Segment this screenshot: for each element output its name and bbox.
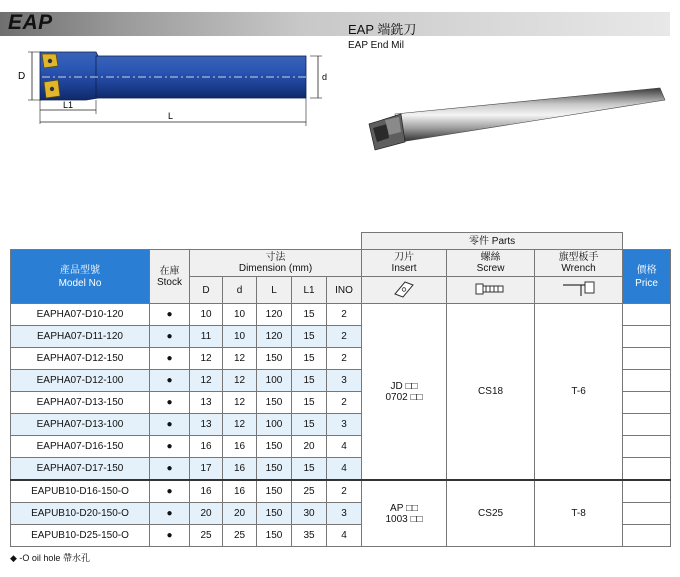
insert-header <box>362 250 447 277</box>
d-shank-cell: 20 <box>223 503 257 525</box>
l1-cell: 15 <box>292 348 327 370</box>
d-shank-cell: 25 <box>223 525 257 547</box>
model-cell: EAPUB10-D16-150-O <box>11 480 150 503</box>
model-cell: EAPHA07-D13-100 <box>11 414 150 436</box>
screw-group-cell: CS18 <box>447 304 535 481</box>
table-row <box>11 480 671 503</box>
ino-cell: 2 <box>327 480 362 503</box>
length-cell: 100 <box>257 370 292 392</box>
label-L: L <box>168 111 174 121</box>
l1-cell: 20 <box>292 436 327 458</box>
d-shank-cell: 16 <box>223 436 257 458</box>
col-L-header: L <box>257 277 292 304</box>
price-cell <box>623 436 671 458</box>
stock-header-zh: 在庫 <box>159 265 180 277</box>
d-outer-cell: 25 <box>190 525 223 547</box>
ino-cell: 3 <box>327 503 362 525</box>
wrench-header-zh: 旗型板手 <box>558 252 599 263</box>
screw-group-cell: CS25 <box>447 480 535 547</box>
model-cell: EAPHA07-D13-150 <box>11 392 150 414</box>
d-outer-cell: 13 <box>190 392 223 414</box>
stock-header-en: Stock <box>156 276 182 288</box>
insert-code-line1: AP □□ <box>390 502 419 514</box>
ino-cell: 2 <box>327 304 362 326</box>
price-cell <box>623 525 671 547</box>
wrench-header <box>535 250 623 277</box>
length-cell: 150 <box>257 348 292 370</box>
screw-header-en: Screw <box>476 263 505 274</box>
screw-icon <box>447 277 535 304</box>
d-shank-cell: 12 <box>223 370 257 392</box>
model-header-en: Model No <box>58 277 102 289</box>
model-cell: EAPHA07-D11-120 <box>11 326 150 348</box>
model-header <box>11 250 150 304</box>
product-photo <box>355 80 670 160</box>
l1-cell: 15 <box>292 458 327 481</box>
model-cell: EAPHA07-D17-150 <box>11 458 150 481</box>
screw-header-zh: 螺絲 <box>480 252 501 263</box>
l1-cell: 15 <box>292 304 327 326</box>
d-outer-cell: 10 <box>190 304 223 326</box>
d-shank-cell: 12 <box>223 348 257 370</box>
screw-header <box>447 250 535 277</box>
d-shank-cell: 12 <box>223 392 257 414</box>
wrench-icon <box>535 277 623 304</box>
d-shank-cell: 10 <box>223 304 257 326</box>
insert-group-cell <box>362 304 447 481</box>
wrench-group-cell: T-8 <box>535 480 623 547</box>
technical-drawing <box>8 42 333 134</box>
label-D: D <box>18 71 26 82</box>
model-cell: EAPHA07-D12-100 <box>11 370 150 392</box>
dimension-header-en: Dimension (mm) <box>238 263 313 274</box>
l1-cell: 15 <box>292 392 327 414</box>
price-header <box>623 250 671 304</box>
price-cell <box>623 348 671 370</box>
length-cell: 150 <box>257 525 292 547</box>
stock-cell: ● <box>150 370 190 392</box>
price-cell <box>623 392 671 414</box>
model-cell: EAPUB10-D25-150-O <box>11 525 150 547</box>
insert-code-line2: 1003 □□ <box>385 513 423 525</box>
col-L1-header: L1 <box>292 277 327 304</box>
d-shank-cell: 16 <box>223 480 257 503</box>
ino-cell: 2 <box>327 326 362 348</box>
price-cell <box>623 414 671 436</box>
insert-code-line2: 0702 □□ <box>385 391 423 403</box>
d-outer-cell: 17 <box>190 458 223 481</box>
length-cell: 120 <box>257 304 292 326</box>
length-cell: 150 <box>257 392 292 414</box>
stock-cell: ● <box>150 326 190 348</box>
price-cell <box>623 304 671 326</box>
wrench-group-cell: T-6 <box>535 304 623 481</box>
stock-cell: ● <box>150 458 190 481</box>
col-d-header: d <box>223 277 257 304</box>
label-d: d <box>322 72 328 82</box>
wrench-header-en: Wrench <box>561 263 596 274</box>
ino-cell: 3 <box>327 414 362 436</box>
stock-cell: ● <box>150 348 190 370</box>
product-name-zh: EAP 端銑刀 <box>348 22 417 37</box>
d-outer-cell: 11 <box>190 326 223 348</box>
length-cell: 150 <box>257 503 292 525</box>
product-name-en: EAP End Mil <box>348 40 404 51</box>
price-cell <box>623 326 671 348</box>
length-cell: 150 <box>257 458 292 481</box>
d-shank-cell: 12 <box>223 414 257 436</box>
insert-header-zh: 刀片 <box>394 252 415 263</box>
length-cell: 150 <box>257 480 292 503</box>
d-outer-cell: 12 <box>190 370 223 392</box>
stock-cell: ● <box>150 525 190 547</box>
stock-cell: ● <box>150 480 190 503</box>
insert-header-en: Insert <box>391 263 417 274</box>
l1-cell: 25 <box>292 480 327 503</box>
price-cell <box>623 370 671 392</box>
l1-cell: 15 <box>292 326 327 348</box>
stock-cell: ● <box>150 414 190 436</box>
insert-icon <box>362 277 447 304</box>
model-cell: EAPHA07-D16-150 <box>11 436 150 458</box>
d-outer-cell: 16 <box>190 436 223 458</box>
price-cell <box>623 480 671 503</box>
page-title: EAP <box>8 11 53 34</box>
stock-cell: ● <box>150 304 190 326</box>
stock-cell: ● <box>150 436 190 458</box>
d-outer-cell: 12 <box>190 348 223 370</box>
l1-cell: 15 <box>292 370 327 392</box>
model-cell: EAPHA07-D12-150 <box>11 348 150 370</box>
dimension-header <box>190 250 362 277</box>
d-shank-cell: 16 <box>223 458 257 481</box>
spec-table <box>10 232 671 547</box>
d-outer-cell: 16 <box>190 480 223 503</box>
stock-cell: ● <box>150 503 190 525</box>
insert-code-line1: JD □□ <box>390 380 418 392</box>
header-bar <box>0 12 670 36</box>
l1-cell: 35 <box>292 525 327 547</box>
ino-cell: 2 <box>327 348 362 370</box>
model-cell: EAPUB10-D20-150-O <box>11 503 150 525</box>
footnote: ◆ -O oil hole 帶水孔 <box>10 553 90 563</box>
ino-cell: 4 <box>327 458 362 481</box>
length-cell: 100 <box>257 414 292 436</box>
ino-cell: 4 <box>327 525 362 547</box>
price-header-en: Price <box>635 277 658 289</box>
stock-header <box>150 250 190 304</box>
price-header-zh: 價格 <box>636 264 657 276</box>
model-cell: EAPHA07-D10-120 <box>11 304 150 326</box>
parts-header-row <box>11 233 671 250</box>
stock-cell: ● <box>150 392 190 414</box>
insert-group-cell <box>362 480 447 547</box>
l1-cell: 30 <box>292 503 327 525</box>
col-INO-header: INO <box>327 277 362 304</box>
col-D-header: D <box>190 277 223 304</box>
header-row-1 <box>11 250 671 277</box>
table-body <box>11 304 671 547</box>
ino-cell: 4 <box>327 436 362 458</box>
dimension-header-zh: 寸法 <box>265 252 286 263</box>
ino-cell: 2 <box>327 392 362 414</box>
price-cell <box>623 503 671 525</box>
table-row <box>11 304 671 326</box>
model-header-zh: 產品型號 <box>60 264 100 276</box>
length-cell: 120 <box>257 326 292 348</box>
parts-header: 零件 Parts <box>362 233 623 250</box>
ino-cell: 3 <box>327 370 362 392</box>
d-shank-cell: 10 <box>223 326 257 348</box>
label-L1: L1 <box>63 100 74 110</box>
price-cell <box>623 458 671 481</box>
length-cell: 150 <box>257 436 292 458</box>
d-outer-cell: 13 <box>190 414 223 436</box>
d-outer-cell: 20 <box>190 503 223 525</box>
l1-cell: 15 <box>292 414 327 436</box>
